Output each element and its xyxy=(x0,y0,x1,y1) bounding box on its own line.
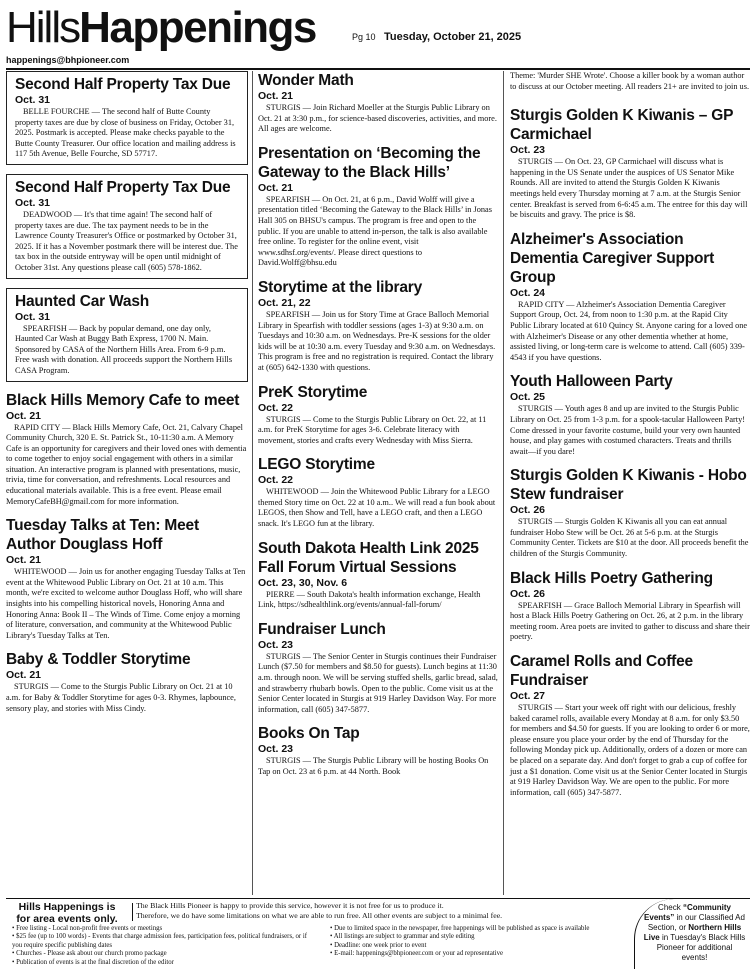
event-title: Wonder Math xyxy=(258,72,354,89)
event-date: Oct. 23, 30, Nov. 6 xyxy=(258,576,348,589)
event-title: Presentation on ‘Becoming the Gateway to the Black Hills’ xyxy=(258,144,481,181)
event-body: STURGIS — On Oct. 23, GP Carmichael will discuss what is happening in the US Senate under the auspices of US Senator Mike Rounds. All are invited to attend the Sturgis Golden K Kiwanis meetings held every Thursday morning at 7 a.m. at the Sturgis Senior center. Breakfast is served from 6-6:45 a.m. The entree for this day will be biscuits and gravy. The price is $8. xyxy=(510,157,748,220)
event-title: Tuesday Talks at Ten: Meet Author Douglass Hoff xyxy=(6,517,199,554)
event-body: PIERRE — South Dakota's health information exchange, Health Link, https://sdhealthlink.org/events/annual-fall-forum/ xyxy=(258,589,481,610)
event-date: Oct. 26 xyxy=(510,587,546,600)
event-title: Haunted Car Wash xyxy=(15,292,150,310)
event-date: Oct. 23 xyxy=(510,144,546,157)
footer-divider xyxy=(132,903,133,921)
page-number: Pg 10 xyxy=(352,32,376,42)
continued-text xyxy=(510,71,750,92)
event-body: SPEARFISH — On Oct. 21, at 6 p.m., David Wolff will give a presentation titled ‘Becoming the Gateway to the Black Hills’ in Jonas Hall 305 on BHSU's campus. The program is free and open to the public. If you are unable to attend in-person, the talk is also available free online. To register for the online event, visit www.sdhsf.org/events/. Please direct questions to David.Wolff@bhsu.edu xyxy=(258,194,492,268)
event-title: Black Hills Memory Cafe to meet xyxy=(6,391,240,409)
event-date: Oct. 22 xyxy=(258,474,294,487)
event-item xyxy=(6,288,248,382)
event-body: BELLE FOURCHE — The second half of Butte County property taxes are due by close of business on Friday, October 31, 2025. Postmark is accepted. Please make checks payable to the Butte County Treasurer. Our office location and mailing address is 117 5th Avenue, Belle Fourche, SD 57717. xyxy=(15,107,236,159)
event-title: Baby & Toddler Storytime xyxy=(6,651,191,669)
event-date: Oct. 21, 22 xyxy=(258,296,311,309)
footer-rules-left xyxy=(12,925,317,967)
event-item xyxy=(6,71,248,165)
event-date: Oct. 21 xyxy=(258,181,294,194)
event-body: SPEARFISH — Join us for Story Time at Grace Balloch Memorial Library in Spearfish with toddler sessions (ages 1-3) at 9:30 a.m. on Tuesdays and 10:30 a.m. on Wednesdays. Pre-K sessions for the older kids will be at 10:30 a.m. every Tuesday and 9:30 a.m. on Wednesdays. This program is free and no registration is required. Contact the library at (605) 642-1330 with questions. xyxy=(258,309,496,372)
event-item xyxy=(510,652,750,798)
column-divider xyxy=(252,71,253,895)
event-body: RAPID CITY — Alzheimer's Association Dementia Caregiver Support Group, Oct. 24, from noon to 1:30 p.m. at the Rapid City Public Library located at 610 Quincy St. Anyone caring for a loved one with Alzheimer's Disease or any other dementia whether at home, assisted living, or long-term care is welcome to attend. Call (605) 339-4543 if you have questions. xyxy=(510,299,748,362)
footer-rule: • Deadline: one week prior to event xyxy=(330,941,427,949)
column-3 xyxy=(510,71,750,807)
event-item xyxy=(258,724,498,777)
event-title: Books On Tap xyxy=(258,725,360,743)
event-item xyxy=(510,230,750,364)
event-title: South Dakota Health Link 2025 Fall Forum Virtual Sessions xyxy=(258,539,479,576)
event-title: Fundraiser Lunch xyxy=(258,620,386,638)
event-date: Oct. 31 xyxy=(15,196,51,209)
footer-intro xyxy=(136,901,626,920)
footer-intro-line: The Black Hills Pioneer is happy to provide this service, however it is not free for us to produce it. xyxy=(136,901,444,910)
callout-text: Check xyxy=(658,903,683,912)
footer-rule: • All listings are subject to grammar and style editing xyxy=(330,933,475,941)
event-body-continued: Theme: 'Murder SHE Wrote'. Choose a killer book by a woman author to discuss at our October meeting. All readers 21+ are invited to join us. xyxy=(510,71,750,91)
event-date: Oct. 21 xyxy=(6,669,42,682)
event-title: Second Half Property Tax Due xyxy=(15,76,231,93)
event-body: STURGIS — Join Richard Moeller at the Sturgis Public Library on Oct. 21 at 3:30 p.m., for science-based discoveries, activities, and more. All ages are welcome. xyxy=(258,103,497,134)
event-title: Second Half Property Tax Due xyxy=(15,178,231,196)
event-date: Oct. 31 xyxy=(15,310,51,323)
event-date: Oct. 27 xyxy=(510,690,546,703)
event-title: LEGO Storytime xyxy=(258,456,375,474)
footer-heading xyxy=(6,901,128,925)
event-item xyxy=(510,466,750,559)
event-date: Oct. 21 xyxy=(6,554,42,567)
footer-heading-line: Hills Happenings is xyxy=(18,901,116,913)
event-item xyxy=(6,391,248,508)
event-title: Caramel Rolls and Coffee Fundraiser xyxy=(510,653,693,690)
event-body: STURGIS — Come to the Sturgis Public Library on Oct. 21 at 10 a.m. for Baby & Toddler Storytime for ages 0-3. Rhymes, lapbounce, sensory play, and stories with Miss Cindy. xyxy=(6,682,236,713)
footer-rule: • Free listing - Local non-profit free events or meetings xyxy=(12,925,163,932)
event-date: Oct. 31 xyxy=(15,94,51,106)
event-title: Sturgis Golden K Kiwanis - Hobo Stew fundraiser xyxy=(510,467,747,504)
event-item xyxy=(258,455,498,529)
event-date: Oct. 22 xyxy=(258,401,294,414)
event-item xyxy=(510,569,750,643)
column-divider xyxy=(503,71,504,895)
event-body: STURGIS — Come to the Sturgis Public Library on Oct. 22, at 11 a.m. for PreK Storytime for ages 3-6. Celebrate literacy with movement, stories and crafts every Wednesday with Miss Sierra. xyxy=(258,414,487,445)
event-body: RAPID CITY — Black Hills Memory Cafe, Oct. 21, Calvary Chapel Community Church, 320 E. St. Patrick St., 10-11:30 a.m. A Memory Cafe is an opportunity for caregivers and their loved ones with dementia to come together to enjoy social engagement with others in a similar situation. An interactive program is planned with presentations, music, trivia, time for conversation, and refreshments. Local resources and educational materials available. This is a free event. Please email MemoryCafeBH@gmail.com for more information. xyxy=(6,422,247,506)
masthead-title-bold: Happenings xyxy=(79,3,316,52)
issue-date: Tuesday, October 21, 2025 xyxy=(384,31,522,43)
footer-rule: • Due to limited space in the newspaper, free happenings will be published as space is available xyxy=(330,925,590,932)
event-date: Oct. 26 xyxy=(510,504,546,517)
event-item xyxy=(258,539,498,611)
event-body: STURGIS — Sturgis Golden K Kiwanis all you can eat annual fundraiser Hobo Stew will be Oct. 26 at 5-6 p.m. at the Sturgis Community Center. Tickets are $10 at the door. All proceeds benefit the children of the Sturgis Community. xyxy=(510,517,749,559)
footer-callout xyxy=(634,899,750,969)
callout-text: in Tuesday's Black Hills Pioneer for additional events! xyxy=(656,933,746,962)
masthead xyxy=(6,0,750,66)
event-title: Youth Halloween Party xyxy=(510,373,673,391)
masthead-divider xyxy=(6,68,750,70)
event-body: STURGIS — Youth ages 8 and up are invited to the Sturgis Public Library on Oct. 25 from 1-3 p.m. for a spook-tacular Halloween Party! Come dressed in your favorite costume, build your very own haunted house, and play games with costumed characters. Treats and thrills await—if you dare! xyxy=(510,404,746,456)
footer-notice xyxy=(6,898,750,968)
event-item xyxy=(258,144,498,269)
event-date: Oct. 23 xyxy=(258,743,294,756)
callout-bold: “Community Events” xyxy=(644,903,731,922)
event-body: STURGIS — Start your week off right with our delicious, freshly baked caramel rolls, available every Monday at 8 a.m. for only $3.50 for members and $4.50 for guests. If you are looking to order 6 or more, please ensure you place your order by the end of Thursday for the following Monday pick up. Additionally, orders of a dozen or more can be placed on a separate day. And don't forget to grab a cup of coffee for just a $1 donation. Come visit us at the Senior Center located in Sturgis at 919 Harley Davidson Way. We are open to the public. For more information, call (605) 347-5877. xyxy=(510,703,750,797)
event-date: Oct. 21 xyxy=(258,90,294,102)
column-2 xyxy=(258,71,498,787)
event-item xyxy=(258,71,498,135)
footer-rules-right xyxy=(330,925,635,959)
event-item xyxy=(258,278,498,374)
event-title: Alzheimer's Association Dementia Caregiver Support Group xyxy=(510,230,715,286)
event-item xyxy=(6,650,248,714)
footer-rule: • Churches - Please ask about our church promo package xyxy=(12,950,167,958)
footer-rule: • Publication of events is at the final discretion of the editor xyxy=(12,958,174,966)
event-date: Oct. 21 xyxy=(6,409,42,422)
footer-intro-line: Therefore, we do have some limitations on what we are able to run free. All other events are subject to a minimal fee. xyxy=(136,910,503,920)
column-1 xyxy=(6,71,248,723)
contact-email[interactable]: happenings@bhpioneer.com xyxy=(6,55,130,65)
event-item xyxy=(510,106,750,221)
event-body: DEADWOOD — It's that time again! The second half of property taxes are due. The tax payment needs to be in the Lawrence County Treasurer's Office or postmarked by October 31, 2025. If it has a November postmark there will be interest due. The tax box in the outside entryway will be open until midnight of October 31st. Any questions please call (605) 578-1862. xyxy=(15,209,238,272)
event-item xyxy=(6,174,248,279)
event-body: SPEARFISH — Grace Balloch Memorial Library in Spearfish will host a Black Hills Poetry Gathering on Oct. 26, at 2 p.m. in the library meeting room. Area poets are invited to gather to discuss and share their poetry. xyxy=(510,600,750,642)
event-item xyxy=(510,372,750,457)
event-title: Black Hills Poetry Gathering xyxy=(510,569,713,587)
footer-heading-line: for area events only. xyxy=(16,913,118,925)
event-title: Storytime at the library xyxy=(258,278,423,296)
event-item xyxy=(258,620,498,716)
event-body: STURGIS — The Senior Center in Sturgis continues their Fundraiser Lunch ($7.50 for members and $8.50 for guests). Lunch begins at 11:30 a.m. through noon. We will be serving stuffed shells, garlic bread, salad, and strawberry rhubarb bowls. Open to the public. Come visit us at the Senior Center located in Sturgis at 919 Harley Davidson Way. For more information, call (605) 347-5877. xyxy=(258,651,498,714)
event-body: SPEARFISH — Back by popular demand, one day only, Haunted Car Wash at Buggy Bath Express, 1700 N. Main. Sponsored by CASA of the Northern Hills Area. From 6-9 p.m. Free wash with donation. All proceeds support the Northern Hills CASA Program. xyxy=(15,323,233,375)
event-date: Oct. 23 xyxy=(258,638,294,651)
callout-bold: Northern Hills Live xyxy=(643,923,742,942)
footer-rule: • E-mail: happenings@bhpioneer.com or your ad representative xyxy=(330,950,504,958)
callout-text: in our Classified Ad Section, or xyxy=(647,913,745,932)
event-body: WHITEWOOD — Join the Whitewood Public Library for a LEGO themed Story time on Oct. 22 at 10 a.m.. We will read a fun book about LEGOS, then Show and Tell, have a LEGO craft, and then a LEGO snack. It's LEGO fun at the library. xyxy=(258,487,496,529)
event-item xyxy=(6,516,248,641)
event-date: Oct. 25 xyxy=(510,391,546,404)
footer-rule: • $25 fee (up to 100 words) - Events that charge admission fees, participation fees, political fundraisers, or if you require specific publishing dates xyxy=(12,933,308,949)
event-body: STURGIS — The Sturgis Public Library will be hosting Books On Tap on Oct. 23 at 6 p.m. at 44 North. Book xyxy=(258,756,489,776)
event-item xyxy=(258,383,498,447)
masthead-title-light: Hills xyxy=(6,3,80,52)
event-title: Sturgis Golden K Kiwanis – GP Carmichael xyxy=(510,107,734,144)
event-body: WHITEWOOD — Join us for another engaging Tuesday Talks at Ten event at the Whitewood Public Library on Oct. 21 at 10 a.m. This month, we're excited to welcome author Douglass Hoff, who will share insights into his compelling historical novels, Honoring Anna and Honoring Anna: Book II – The Winds of Time. Come enjoy a morning of literature, conversation, and community at the Whitewood Public Library's Tuesday Talks at Ten. xyxy=(6,567,246,640)
event-date: Oct. 24 xyxy=(510,286,546,299)
event-title: PreK Storytime xyxy=(258,383,368,401)
